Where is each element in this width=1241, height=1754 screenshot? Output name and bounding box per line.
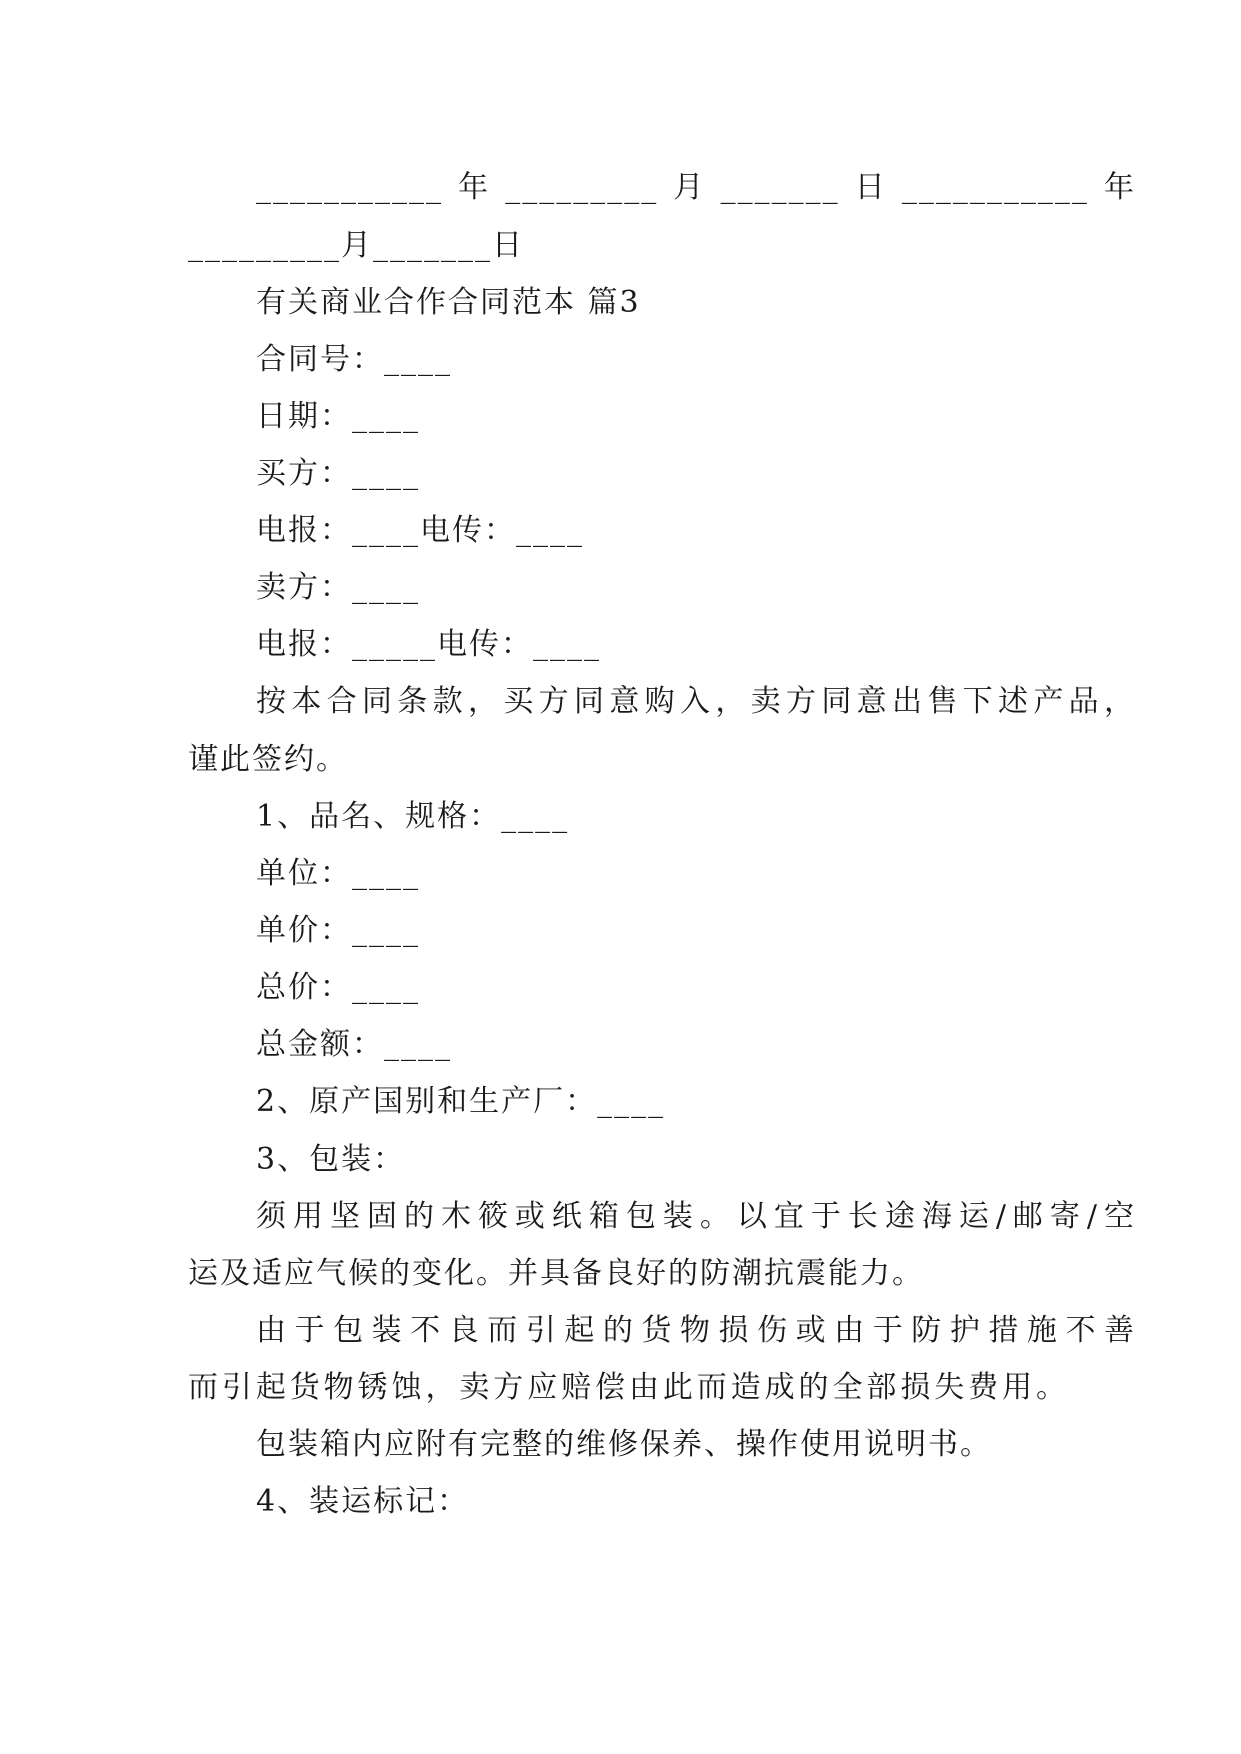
total-amount-field: 总金额：____ (256, 1027, 452, 1062)
clause-3-packing: 3、包装： (256, 1142, 406, 1177)
clause-4-shipping-marks: 4、装运标记： (256, 1484, 470, 1519)
preamble-paragraph-line-1: 按本合同条款，买方同意购入，卖方同意出售下述产品， (256, 684, 1136, 719)
clause-2-origin-manufacturer: 2、原产国别和生产厂：____ (256, 1084, 666, 1119)
packing-paragraph-1-line-1: 须用坚固的木筱或纸箱包装。以宜于长途海运/邮寄/空 (256, 1199, 1136, 1234)
date-line-2: _________月_______日 (188, 228, 524, 263)
packing-paragraph-3: 包装箱内应附有完整的维修保养、操作使用说明书。 (256, 1427, 992, 1462)
seller-telegram-telex-field: 电报：_____电传：____ (256, 627, 601, 662)
seller-field: 卖方：____ (256, 570, 420, 605)
packing-paragraph-2-line-2: 而引起货物锈蚀，卖方应赔偿由此而造成的全部损失费用。 (188, 1370, 1068, 1405)
preamble-paragraph-line-2: 谨此签约。 (188, 742, 348, 777)
contract-number-field: 合同号：____ (256, 342, 452, 377)
total-price-field: 总价：____ (256, 970, 420, 1005)
buyer-telegram-telex-field: 电报：____电传：____ (256, 513, 584, 548)
packing-paragraph-2-line-1: 由于包装不良而引起的货物损伤或由于防护措施不善 (256, 1313, 1136, 1348)
clause-1-product-spec: 1、品名、规格：____ (256, 799, 570, 834)
packing-paragraph-1-line-2: 运及适应气候的变化。并具备良好的防潮抗震能力。 (188, 1256, 924, 1291)
unit-price-field: 单价：____ (256, 913, 420, 948)
unit-field: 单位：____ (256, 856, 420, 891)
date-field: 日期：____ (256, 399, 420, 434)
section-heading: 有关商业合作合同范本 篇3 (256, 285, 641, 320)
buyer-field: 买方：____ (256, 456, 420, 491)
date-line-1: ___________年_________月_______日___________年 (256, 170, 1136, 205)
